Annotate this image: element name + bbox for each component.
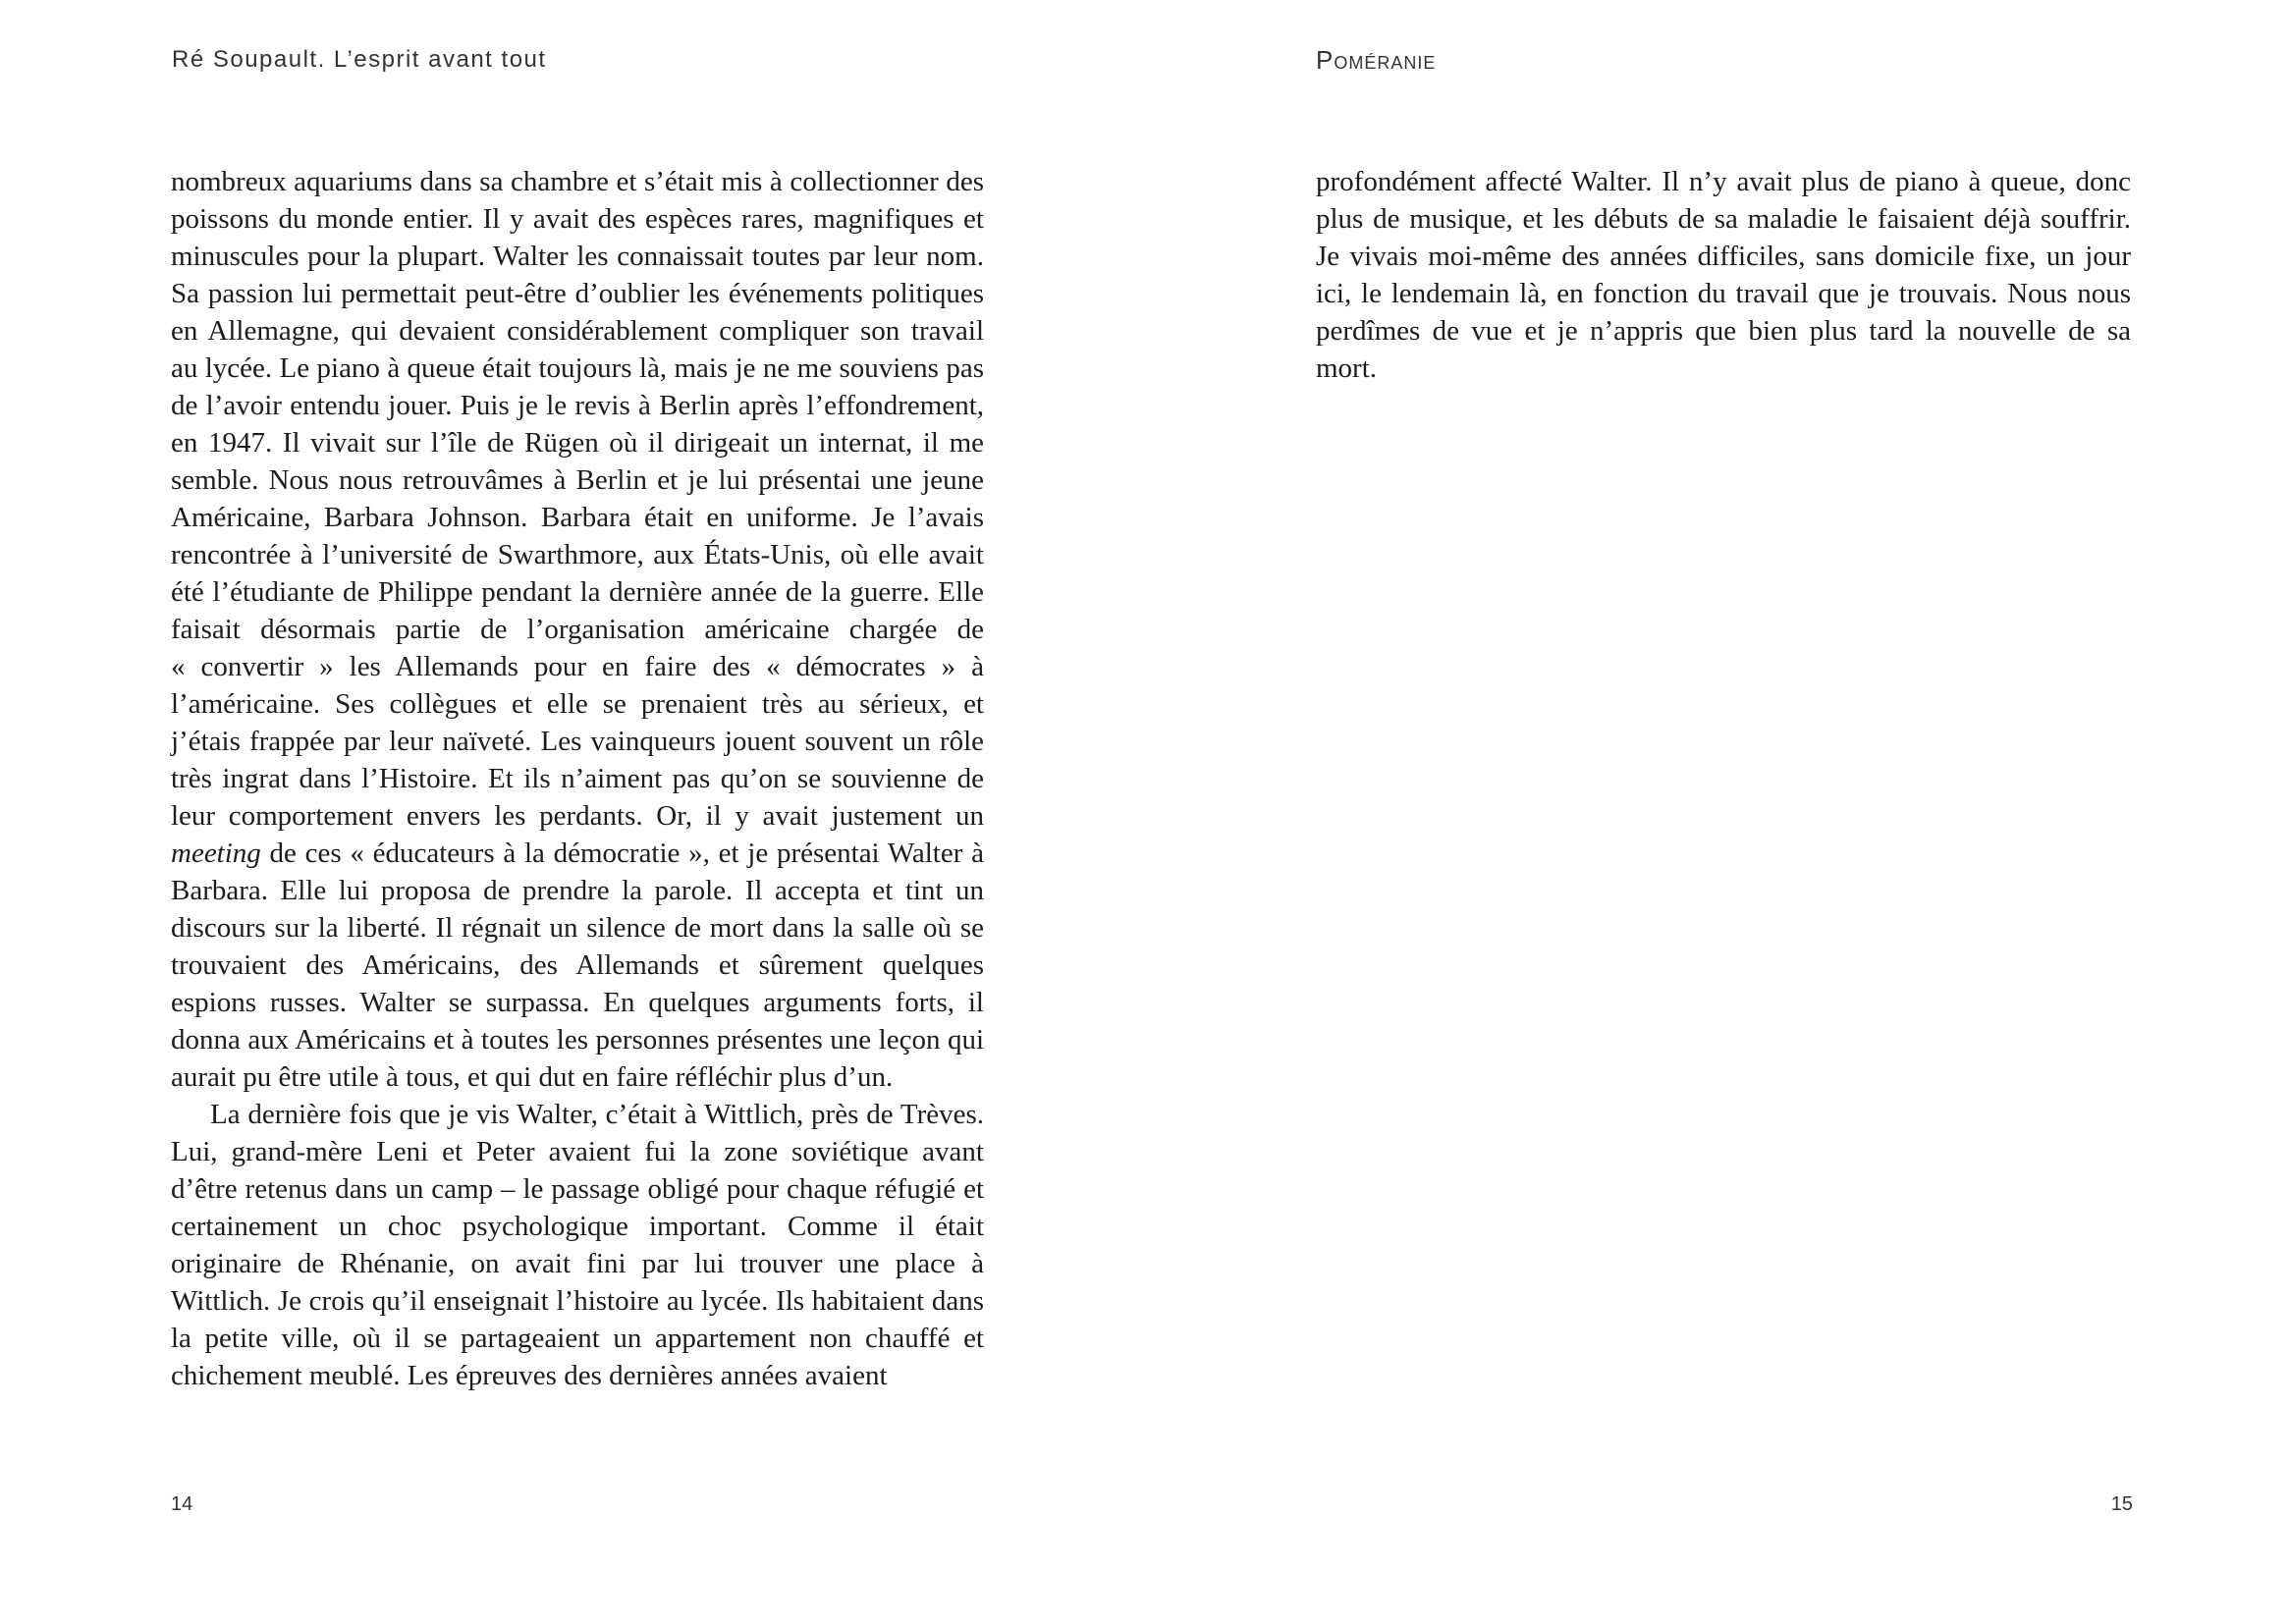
paragraph: La dernière fois que je vis Walter, c’était à Wittlich, près de Trèves. Lui, grand-mère Leni et Peter avaient fui la zone soviétique avant d’être retenus dans un camp – le passage obligé pour chaque réfugié et certainement un choc psychologique important. Comme il était originaire de Rhénanie, on avait fini par lui trouver une place à Wittlich. Je crois qu’il enseignait l’histoire au lycée. Ils habitaient dans la petite ville, où il se partageaient un appartement non chauffé et chichement meublé. Les épreuves des dernières années avaient (171, 1099, 984, 1391)
paragraph-continuation: profondément affecté Walter. Il n’y avait plus de piano à queue, donc plus de musique, et les débuts de sa maladie le faisaient déjà souffrir. Je vivais moi-même des années difficiles, sans domicile fixe, un jour ici, le lendemain là, en fonction du travail que je trouvais. Nous nous perdîmes de vue et je n’appris que bien plus tard la nouvelle de sa mort. (1316, 166, 2131, 384)
running-header-left: Ré Soupault. L’esprit avant tout (172, 46, 547, 73)
paragraph-continuation (171, 163, 984, 1096)
page-number-left: 14 (171, 1493, 193, 1515)
body-text-right (1316, 163, 2131, 387)
paragraph-text-after-italic: de ces « éducateurs à la démocratie », et je présentai Walter à Barbara. Elle lui proposa de prendre la parole. Il accepta et tint un discours sur la liberté. Il régnait un silence de mort dans la salle où se trouvaient des Américains, des Allemands et sûrement quelques espions russes. Walter se surpassa. En quelques arguments forts, il donna aux Américains et à toutes les personnes présentes une leçon qui aurait pu être utile à tous, et qui dut en faire réfléchir plus d’un. (171, 838, 984, 1093)
body-text-left (171, 163, 984, 1394)
italic-term: meeting (171, 838, 261, 869)
running-header-right: Poméranie (1316, 45, 1437, 75)
page-number-right: 15 (2110, 1493, 2133, 1515)
paragraph-text-before-italic: nombreux aquariums dans sa chambre et s’était mis à collectionner des poissons du monde entier. Il y avait des espèces rares, magnifiques et minuscules pour la plupart. Walter les connaissait toutes par leur nom. Sa passion lui permettait peut-être d’oublier les événements politiques en Allemagne, qui devaient considérablement compliquer son travail au lycée. Le piano à queue était toujours là, mais je ne me souviens pas de l’avoir entendu jouer. Puis je le revis à Berlin après l’effondrement, en 1947. Il vivait sur l’île de Rügen où il dirigeait un internat, il me semble. Nous nous retrouvâmes à Berlin et je lui présentai une jeune Américaine, Barbara Johnson. Barbara était en uniforme. Je l’avais rencontrée à l’université de Swarthmore, aux États-Unis, où elle avait été l’étudiante de Philippe pendant la dernière année de la guerre. Elle faisait désormais partie de l’organisation américaine chargée de « convertir » les Allemands pour en faire des « démocrates » à l’américaine. Ses collègues et elle se prenaient très au sérieux, et j’étais frappée par leur naïveté. Les vainqueurs jouent souvent un rôle très ingrat dans l’Histoire. Et ils n’aiment pas qu’on se souvienne de leur comportement envers les perdants. Or, il y avait justement un (171, 166, 984, 832)
